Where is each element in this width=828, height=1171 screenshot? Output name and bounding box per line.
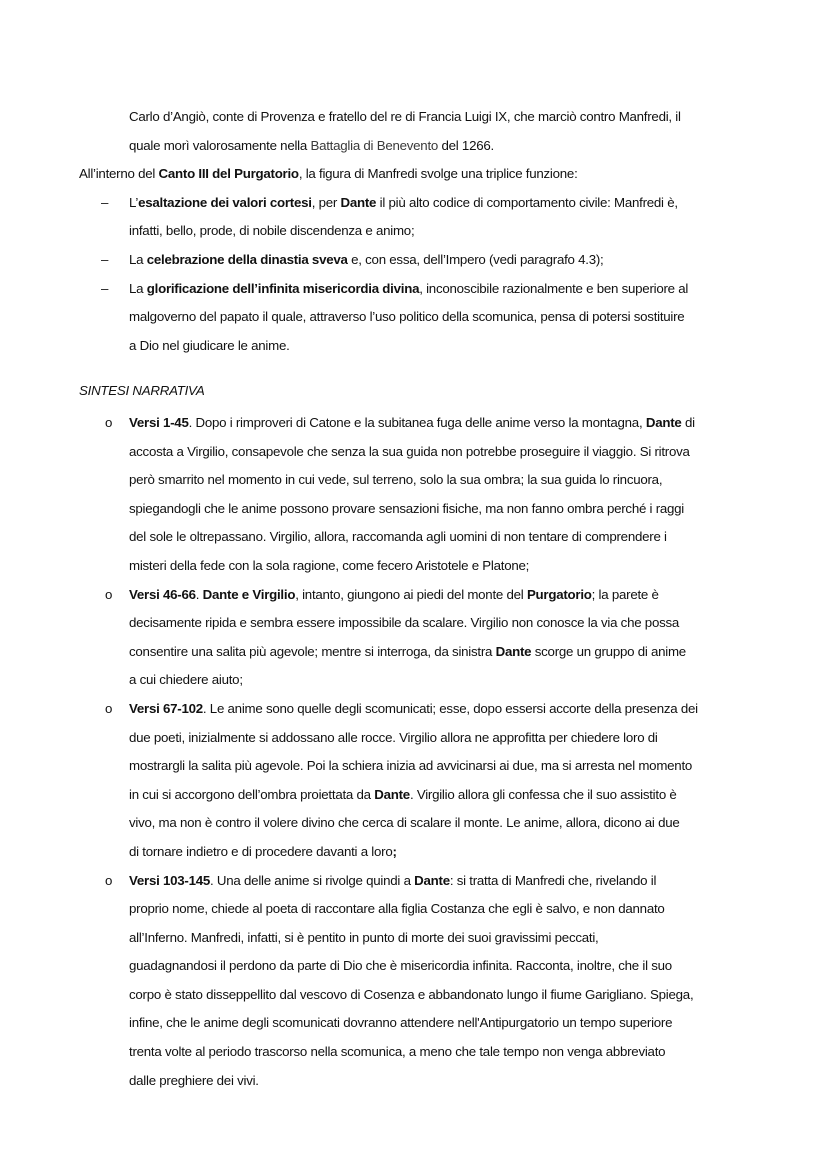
synthesis-list-item	[0, 581, 828, 695]
text: in cui si accorgono dell’ombra proiettata da	[129, 786, 375, 802]
synthesis-list-item	[0, 867, 828, 1096]
text: scorge un gruppo di anime	[531, 643, 686, 659]
text-line	[0, 466, 828, 495]
text: La	[129, 280, 147, 296]
text-line	[0, 552, 828, 581]
bold-text: Dante	[645, 415, 682, 430]
text-line	[0, 1009, 828, 1038]
bold-text: Dante e Virgilio	[202, 586, 296, 602]
bold-text: Versi 103-145	[129, 872, 211, 888]
paragraph-continuation	[0, 103, 828, 160]
text: del sole le oltrepassano. Virgilio, allora, raccomanda agli uomini di non tentare di comprendere i	[129, 529, 667, 545]
text-line	[0, 189, 828, 218]
text-line	[0, 638, 828, 667]
synthesis-list-item	[0, 409, 828, 581]
text: . Una delle anime si rivolge quindi a	[210, 872, 415, 888]
dash-list-item	[0, 275, 828, 361]
section-title	[0, 377, 828, 406]
bold-text: esaltazione dei valori cortesi	[138, 194, 312, 210]
bold-text: Dante	[340, 194, 377, 210]
text-line	[0, 438, 828, 467]
text-line	[0, 609, 828, 638]
text: di	[681, 415, 695, 430]
text-line	[0, 275, 828, 304]
text-line	[0, 132, 828, 161]
text-line	[0, 809, 828, 838]
paragraph	[0, 160, 828, 189]
bold-text: Dante	[374, 786, 410, 802]
text: di tornare indietro e di procedere davanti a loro	[129, 843, 393, 859]
text: , per	[311, 194, 341, 210]
text: .	[195, 586, 203, 602]
text: , intanto, giungono ai piedi del monte del	[295, 586, 527, 602]
text-line	[0, 409, 828, 438]
intro-section	[0, 103, 828, 360]
text: però smarrito nel momento in cui vede, sul terreno, solo la sua ombra; la sua guida lo rincuora,	[129, 472, 663, 488]
bold-text: celebrazione della dinastia sveva	[146, 251, 348, 267]
text-line	[0, 724, 828, 753]
text: corpo è stato disseppellito dal vescovo di Cosenza e abbandonato lungo il fiume Garigliano. Spiega,	[129, 986, 694, 1002]
circle-bullet-icon: o	[105, 415, 113, 430]
circle-bullet-icon: o	[105, 872, 113, 888]
text: vivo, ma non è contro il volere divino che cerca di scalare il monte. Le anime, allora, dicono ai due	[129, 815, 680, 831]
text: La	[129, 251, 147, 267]
text: . Virgilio allora gli confessa che il suo assistito è	[409, 786, 677, 802]
text-line	[0, 895, 828, 924]
text: e, con essa, dell’Impero (vedi paragrafo 4.3);	[347, 251, 604, 267]
text-line	[0, 332, 828, 361]
text: , inconoscibile razionalmente e ben superiore al	[419, 280, 689, 296]
bold-text: glorificazione dell’infinita misericordia divina	[146, 280, 420, 296]
text-line	[0, 666, 828, 695]
text: ; la parete è	[591, 586, 659, 602]
text-line	[0, 217, 828, 246]
text: . Le anime sono quelle degli scomunicati; esse, dopo essersi accorte della presenza dei	[202, 700, 698, 716]
bold-text: Versi 67-102	[129, 700, 203, 716]
section-title-text: SINTESI NARRATIVA	[79, 383, 205, 398]
text: mostrargli la salita più agevole. Poi la schiera inizia ad avvicinarsi ai due, ma si arresta nel momento	[129, 758, 693, 774]
text: trenta volte al periodo trascorso nella scomunica, a meno che tale tempo non venga abbreviato	[129, 1044, 666, 1060]
link-text[interactable]: Battaglia di Benevento	[310, 137, 439, 153]
text: , la figura di Manfredi svolge una triplice funzione:	[298, 166, 578, 182]
text-line	[0, 1038, 828, 1067]
text-line	[0, 581, 828, 610]
bold-text: Versi 46-66	[129, 586, 196, 602]
text: consentire una salita più agevole; mentre si interroga, da sinistra	[129, 643, 496, 659]
bold-text: Dante	[495, 643, 532, 659]
text: a Dio nel giudicare le anime.	[129, 337, 290, 353]
text: : si tratta di Manfredi che, rivelando il	[449, 872, 657, 888]
synthesis-list-item	[0, 695, 828, 867]
text: decisamente ripida e sembra essere impossibile da scalare. Virgilio non conosce la via che possa	[129, 615, 680, 631]
text-line	[0, 838, 828, 867]
dash-bullet-icon: –	[101, 280, 109, 296]
bold-text: Dante	[414, 872, 450, 888]
text-line	[0, 246, 828, 275]
text-line	[0, 160, 828, 189]
text-line	[0, 523, 828, 552]
text: L’	[129, 194, 139, 210]
text: infatti, bello, prode, di nobile discendenza e animo;	[129, 223, 415, 239]
text: il più alto codice di comportamento civile: Manfredi è,	[376, 194, 678, 210]
text-line	[0, 495, 828, 524]
circle-bullet-icon: o	[105, 700, 113, 716]
dash-bullet-icon: –	[101, 251, 109, 267]
text-line	[0, 303, 828, 332]
text-line	[0, 1067, 828, 1096]
bold-text: Versi 1-45	[129, 415, 189, 430]
bold-text: Canto III del Purgatorio	[158, 166, 299, 182]
text-line	[0, 867, 828, 896]
text: malgoverno del papato il quale, attraverso l’uso politico della scomunica, pensa di potersi sostituire	[129, 309, 685, 325]
dash-list-item	[0, 189, 828, 246]
synthesis-list	[0, 409, 828, 1095]
text-line	[0, 981, 828, 1010]
dash-list-item	[0, 246, 828, 275]
text: dalle preghiere dei vivi.	[129, 1072, 259, 1088]
text-line	[0, 695, 828, 724]
text: Carlo d’Angiò, conte di Provenza e fratello del re di Francia Luigi IX, che marciò contro Manfredi, il	[129, 109, 681, 124]
text: quale morì valorosamente nella	[129, 137, 311, 153]
circle-bullet-icon: o	[105, 586, 113, 602]
text: . Dopo i rimproveri di Catone e la subitanea fuga delle anime verso la montagna,	[188, 415, 646, 430]
bold-text: Purgatorio	[526, 586, 592, 602]
text: a cui chiedere aiuto;	[129, 672, 243, 688]
text-line	[0, 952, 828, 981]
text: del 1266.	[438, 137, 494, 153]
text-line	[0, 781, 828, 810]
dash-bullet-icon: –	[101, 194, 109, 210]
text: proprio nome, chiede al poeta di raccontare alla figlia Costanza che egli è salvo, e non dannato	[129, 901, 665, 917]
bold-text: ;	[392, 843, 397, 859]
text: All’interno del	[79, 166, 159, 182]
text: all’Inferno. Manfredi, infatti, si è pentito in punto di morte dei suoi gravissimi peccati,	[129, 929, 599, 945]
text: accosta a Virgilio, consapevole che senza la sua guida non potrebbe proseguire il viaggio. Si ritrova	[129, 443, 690, 459]
text-line	[0, 752, 828, 781]
text: due poeti, inizialmente si addossano alle rocce. Virgilio allora ne approfitta per chiedere loro di	[129, 729, 658, 745]
text-line	[0, 924, 828, 953]
text: spiegandogli che le anime possono provare sensazioni fisiche, ma non fanno ombra perché i raggi	[129, 500, 685, 516]
text: guadagnandosi il perdono da parte di Dio che è misericordia infinita. Racconta, inoltre, che il suo	[129, 958, 672, 974]
text: infine, che le anime degli scomunicati dovranno attendere nell'Antipurgatorio un tempo superiore	[129, 1015, 673, 1031]
text-line	[0, 103, 828, 132]
text: misteri della fede con la sola ragione, come fecero Aristotele e Platone;	[129, 557, 530, 573]
